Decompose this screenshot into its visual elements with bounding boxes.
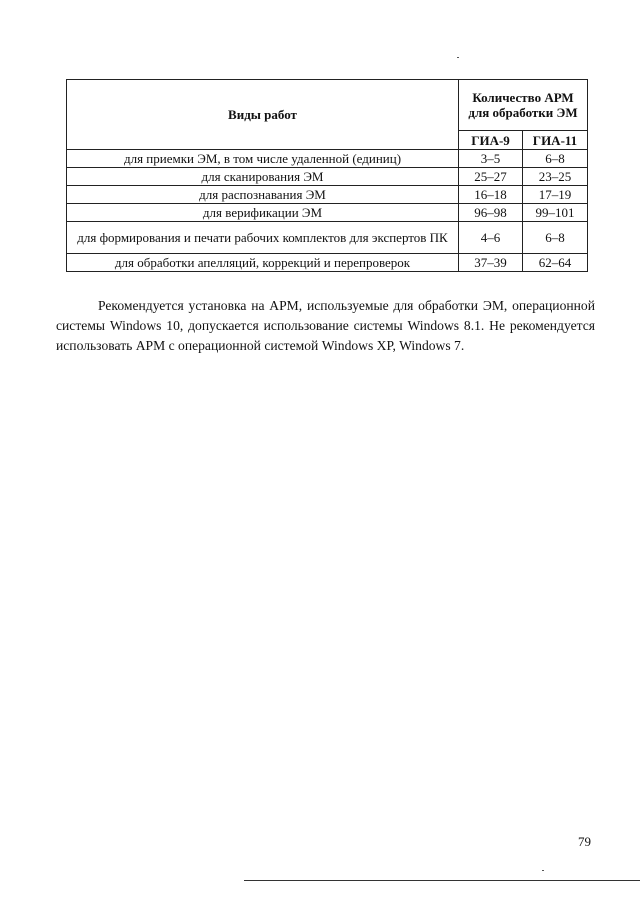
gia9-cell: 4–6 xyxy=(459,222,523,254)
work-cell: для верификации ЭМ xyxy=(67,204,459,222)
gia11-cell: 17–19 xyxy=(523,186,588,204)
work-cell: для сканирования ЭМ xyxy=(67,168,459,186)
scan-edge-line xyxy=(244,880,640,881)
table-row xyxy=(67,150,588,168)
gia11-cell: 99–101 xyxy=(523,204,588,222)
header-workstation-count: Количество АРМ для обработки ЭМ xyxy=(459,80,588,131)
table-row xyxy=(67,254,588,272)
work-cell: для распознавания ЭМ xyxy=(67,186,459,204)
work-cell: для формирования и печати рабочих комплектов для экспертов ПК xyxy=(67,222,459,254)
header-gia9: ГИА-9 xyxy=(459,131,523,150)
page-number: 79 xyxy=(578,834,591,849)
work-cell: для приемки ЭМ, в том числе удаленной (единиц) xyxy=(67,150,459,168)
scan-speck xyxy=(542,870,544,871)
work-cell: для обработки апелляций, коррекций и перепроверок xyxy=(67,254,459,272)
header-gia11: ГИА-11 xyxy=(523,131,588,150)
gia9-cell: 37–39 xyxy=(459,254,523,272)
scan-speck xyxy=(457,57,459,58)
recommendation-paragraph xyxy=(56,296,595,356)
work-stations-table xyxy=(66,79,588,272)
recommendation-text: Рекомендуется установка на АРМ, используемые для обработки ЭМ, операционной системы Windows 10, допускается использование системы Windows 8.1. Не рекомендуется использовать АРМ с операционной системой Windows XP, Windows 7. xyxy=(56,298,595,353)
gia9-cell: 25–27 xyxy=(459,168,523,186)
table-row xyxy=(67,222,588,254)
table-row xyxy=(67,186,588,204)
gia11-cell: 6–8 xyxy=(523,222,588,254)
header-work-types: Виды работ xyxy=(67,80,459,150)
gia9-cell: 96–98 xyxy=(459,204,523,222)
gia11-cell: 6–8 xyxy=(523,150,588,168)
gia9-cell: 16–18 xyxy=(459,186,523,204)
gia11-cell: 62–64 xyxy=(523,254,588,272)
gia9-cell: 3–5 xyxy=(459,150,523,168)
table-row xyxy=(67,204,588,222)
gia11-cell: 23–25 xyxy=(523,168,588,186)
table-row xyxy=(67,168,588,186)
